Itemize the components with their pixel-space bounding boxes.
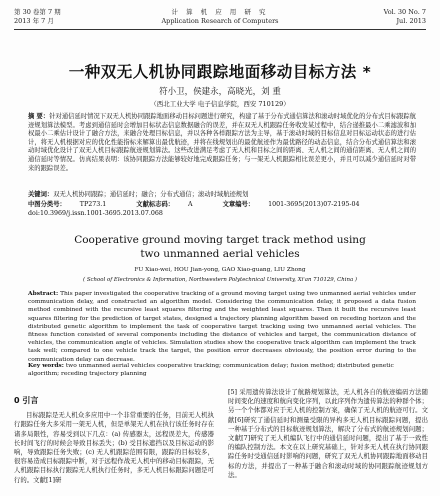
affiliation-en: ( School of Electronics & Information, Northwestern Polytechnical University, Xi'an 710129, China ) xyxy=(83,277,357,283)
abstract-en-text: This paper investigated the cooperative tracking of a ground moving target using two unmanned aerial vehicles under communication delay, and constructed an algorithm model. Considering the communication delay, it proposed a data fusion method combined with the recursive least squares filtering and the weighted least squares. Then it built the recursive least squares filtering for the prediction of target states, designed a trajectory planning algorithm based on receding horizon and the distributed genetic algorithm to implement the task of cooperative target tracking using two unmanned aerial vehicles. The fitness function consisted of several components including the distance of vehicles and target, the communication distance of vehicles, the communication angle of vehicles. Simulation studies show the cooperative track algorithm can implement the track task well; compared to one vehicle track the target, the position error decreases obviously, the position error during to the communication delay can decrease. xyxy=(28,291,416,363)
affiliation-cn: （西北工业大学 电子信息学院，西安 710129） xyxy=(150,100,290,108)
abstract-cn-text: 针对通信延时情况下双无人机协同跟踪地面移动目标问题进行研究，构建了基于分布式通信算法和滚动时域优化的分布式目标跟踪航迹规划算法模型。考虑到通信延时会增加目标状态信息数据融合的误差，并在双无人机跟踪任务收发某过程中，结合递推最小二乘滤波和加权最小二乘估计设计了融合方法，来融合处理目标信息，并以各种各样跟踪方法为主导，基于滚动时域的目标信息对目标运动状态的进行估计，将无人机根据对应的优化性能指标来解算出最优航迹，并将在线规划出的最优航迹作为最优路径的动态信息，结合分布式通信算法和滚动时域优化设计了双无人机目标跟踪航迹规划算法。这些改进满足考虑了无人机和目标之间的距离、无人机之间的通信距离、无人机之间的通信延时等情况。仿真结果表明：该协同跟踪方法能够较好地完成跟踪任务；与一架无人机跟踪相比误差更小，并且可以减少通信延时对带来的跟踪误差。 xyxy=(28,113,416,172)
journal-name-cn: 计 算 机 应 用 研 究 xyxy=(171,8,269,16)
volume-issue: 第 30 卷第 7 期 xyxy=(14,8,61,16)
related-work-paragraph: [5] 采用遗传算法设计了航路规划算法，无人机各自的航迹编码方法随时间变化的速度和航向变化序列，以此序列作为遗传算法的种群个体；另一个个体都对应于无人机的控制方案，确保了无人机的航迹可行。文献[6]研究了通信延时和测量受限的异构多无人机目标跟踪问题，提出一种基于分布式的目标航迹规划算法，解决了分布式的航迹规划问题；文献[7]研究了无人机编队飞行中的通信延时问题，提出了基于一致性的编队控制方法。本文在以上研究基础上，针对多无人机在执行协同跟踪任务时受通信延时影响的问题，研究了双无人机协同跟踪地面移动目标的方法，并提出了一种基于融合和滚动时域的协同跟踪航迹规划方法。 xyxy=(228,388,428,479)
keywords-en xyxy=(28,362,416,378)
title-en-line1: Cooperative ground moving target track method using xyxy=(74,234,366,246)
clc-label: 中图分类号： xyxy=(28,201,66,208)
issue-date-en: Jul. 2013 xyxy=(396,16,426,25)
abstract-cn xyxy=(28,113,416,173)
doi: doi:10.3969/j.issn.1001-3695.2013.07.068 xyxy=(28,210,163,217)
body-column-right xyxy=(228,388,428,480)
journal-name xyxy=(0,8,440,25)
issue-date: 2013 年 7 月 xyxy=(14,16,54,25)
title-en-line2: two unmanned aerial vehicles xyxy=(140,248,300,260)
doc-code-label: 文献标志码： xyxy=(136,201,175,208)
journal-name-en: Application Research of Computers xyxy=(161,16,279,25)
authors-en: FU Xiao-wei, HOU Jian-yong, GAO Xiao-guang, LIU Zhong xyxy=(134,267,306,273)
clc-value: TP273.1 xyxy=(79,201,107,208)
keywords-en-label: Key words: xyxy=(28,362,64,369)
classification-line xyxy=(28,201,416,210)
volume-issue-en: Vol. 30 No. 7 xyxy=(383,8,426,16)
abstract-cn-label: 摘 要： xyxy=(28,113,50,120)
article-no-label: 文章编号： xyxy=(222,201,255,208)
doc-code-value: A xyxy=(188,201,193,208)
keywords-cn-text: 双无人机协同跟踪；通信延时；融合；分布式通信；滚动时域航迹规划 xyxy=(53,191,249,198)
article-no-value: 1001-3695(2013)07-2195-04 xyxy=(268,201,360,208)
keywords-en-text: two unmanned aerial vehicles cooperative tracking; communication delay; fusion method; distributed genetic algorithm; receding trajectory planning xyxy=(28,363,394,378)
keywords-cn-label: 关键词： xyxy=(28,191,54,198)
abstract-en xyxy=(28,290,416,364)
journal-volume-en xyxy=(384,8,426,25)
keywords-cn xyxy=(28,191,416,200)
intro-paragraph: 目标跟踪是无人机众多应用中一个非常重要的任务，目前无人机执行跟踪任务大多采用一架无人机，但是单架无人机在执行该任务时存在诸多局限性，容易受到以下几点：(a) 传感器太，远程误差大，传感器长时间飞行的时候会导致目标丢失；(b) 受目标遮挡以及目标运动的影响，导致跟踪任务失败；(c) 无人机跟踪范围有限，跟踪的目标较多，很容易造成目标跟踪中断，对于远程作战无人机中的移动目标跟踪，无人机跟踪目标执行跟踪无人机执行任务时，多无人机目标跟踪问题是可行的。文献[1]研 xyxy=(14,411,214,484)
paper-title-cn: 一种双无人机协同跟踪地面移动目标方法 * xyxy=(68,63,372,81)
paper-title-en xyxy=(0,233,440,261)
body-column-left xyxy=(14,388,214,485)
abstract-en-label: Abstract: xyxy=(28,290,59,297)
authors-cn: 符小卫，侯建永，高晓光，刘 重 xyxy=(159,87,281,97)
section-heading: 0 引言 xyxy=(14,396,39,405)
header-rule xyxy=(14,29,426,30)
